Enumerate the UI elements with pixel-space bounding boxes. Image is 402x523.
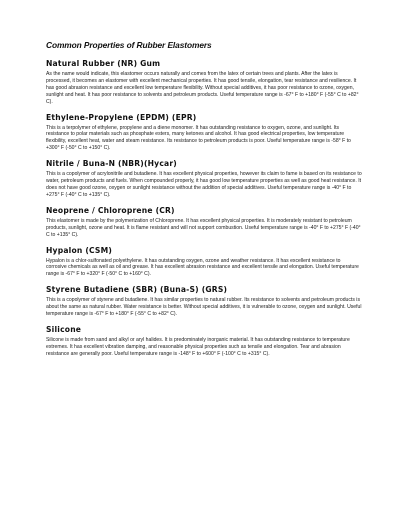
section-body: Silicone is made from sand and alkyl or aryl halides. It is predominately inorganic material. It has outstanding resistance to temperature extremes. It has excellent vibration damping, and reasonable physical properties such as tensile and elongation. Tear and abrasion resistance are generally poor. Useful temperature range is -148° F to +600° F (-100° C to +315° C). <box>46 336 350 357</box>
section-heading: Natural Rubber (NR) Gum <box>46 59 161 68</box>
section-silicone <box>46 325 362 358</box>
section-heading: Silicone <box>46 324 82 334</box>
section-sbr <box>46 285 362 318</box>
section-epdm <box>46 113 362 153</box>
section-body: This is a copolymer of styrene and butadiene. It has similar properties to natural rubber. Its resistance to solvents and petroleum products is about the same as natural rubber. Water resistance is better. Without special additives, it is vulnerable to ozone, oxygen and sunlight. Useful temperature range is -67° F to +180° F (-55° C to +82° C). <box>46 297 362 318</box>
section-body: As the name would indicate, this elastomer occurs naturally and comes from the latex of certain trees and plants. After the latex is processed, it becomes an elastomer with excellent mechanical properties. It has good tensile, elongation, tear resistance and resilience. It has good abrasion resistance and excellent low temperature flexibility. Without special additives, it has poor resistance to ozone, oxygen, sunlight and heat. It has poor resistance to solvents and petroleum products. Useful temperature range is -67° F to +180° F (-55° C to +82° C). <box>46 71 359 105</box>
section-natural-rubber <box>46 59 362 106</box>
section-hypalon <box>46 246 362 279</box>
section-nitrile <box>46 159 362 199</box>
section-body: This elastomer is made by the polymerization of Chloroprene. It has excellent physical properties. It is moderately resistant to petroleum products, sunlight, ozone and heat. It is flame resistant and will not support combustion. Useful temperature range is -40° F to +275° F (-40° C to +135° C). <box>46 217 361 238</box>
section-heading: Hypalon (CSM) <box>46 245 113 255</box>
section-body: Hypalon is a chlor-sulfonated polyethylene. It has outstanding oxygen, ozone and weather resistance. It has excellent resistance to corrosive chemicals as well as oil and grease. It has excellent abrasion resistance and excellent tensile and elongation. Useful temperature range is -67° F to +320° F (-50° C to +160° C). <box>46 257 359 278</box>
section-body: This is a terpolymer of ethylene, propylene and a diene monomer. It has outstanding resistance to oxygen, ozone, and sunlight. Its resistance to polar materials such as phosphate esters, many ketones and alcohol. It has good electrical properties, low temperature flexibility, excellent heat, water and steam resistance. Its resistance to petroleum products is poor. Useful temperature range is -58° F to +300° F (-50° C to +150° C). <box>46 124 351 152</box>
section-neoprene <box>46 206 362 239</box>
section-heading: Styrene Butadiene (SBR) (Buna-S) (GRS) <box>46 285 228 295</box>
section-heading: Ethylene-Propylene (EPDM) (EPR) <box>46 112 197 122</box>
section-heading: Nitrile / Buna-N (NBR)(Hycar) <box>46 159 177 169</box>
section-heading: Neoprene / Chloroprene (CR) <box>46 205 175 215</box>
document-title: Common Properties of Rubber Elastomers <box>46 40 212 50</box>
section-body: This is a copolymer of acrylonitrile and butadiene. It has excellent physical properties, however its claim to fame is based on its resistance to water, petroleum products and fuels. When compounded properly, it has good low temperature properties as well as good heat resistance. It does not have good ozone, oxygen or sunlight resistance without the addition of special additives. Useful temperature range is -40° F to +275° F (-40° C to +135° C). <box>46 171 362 198</box>
